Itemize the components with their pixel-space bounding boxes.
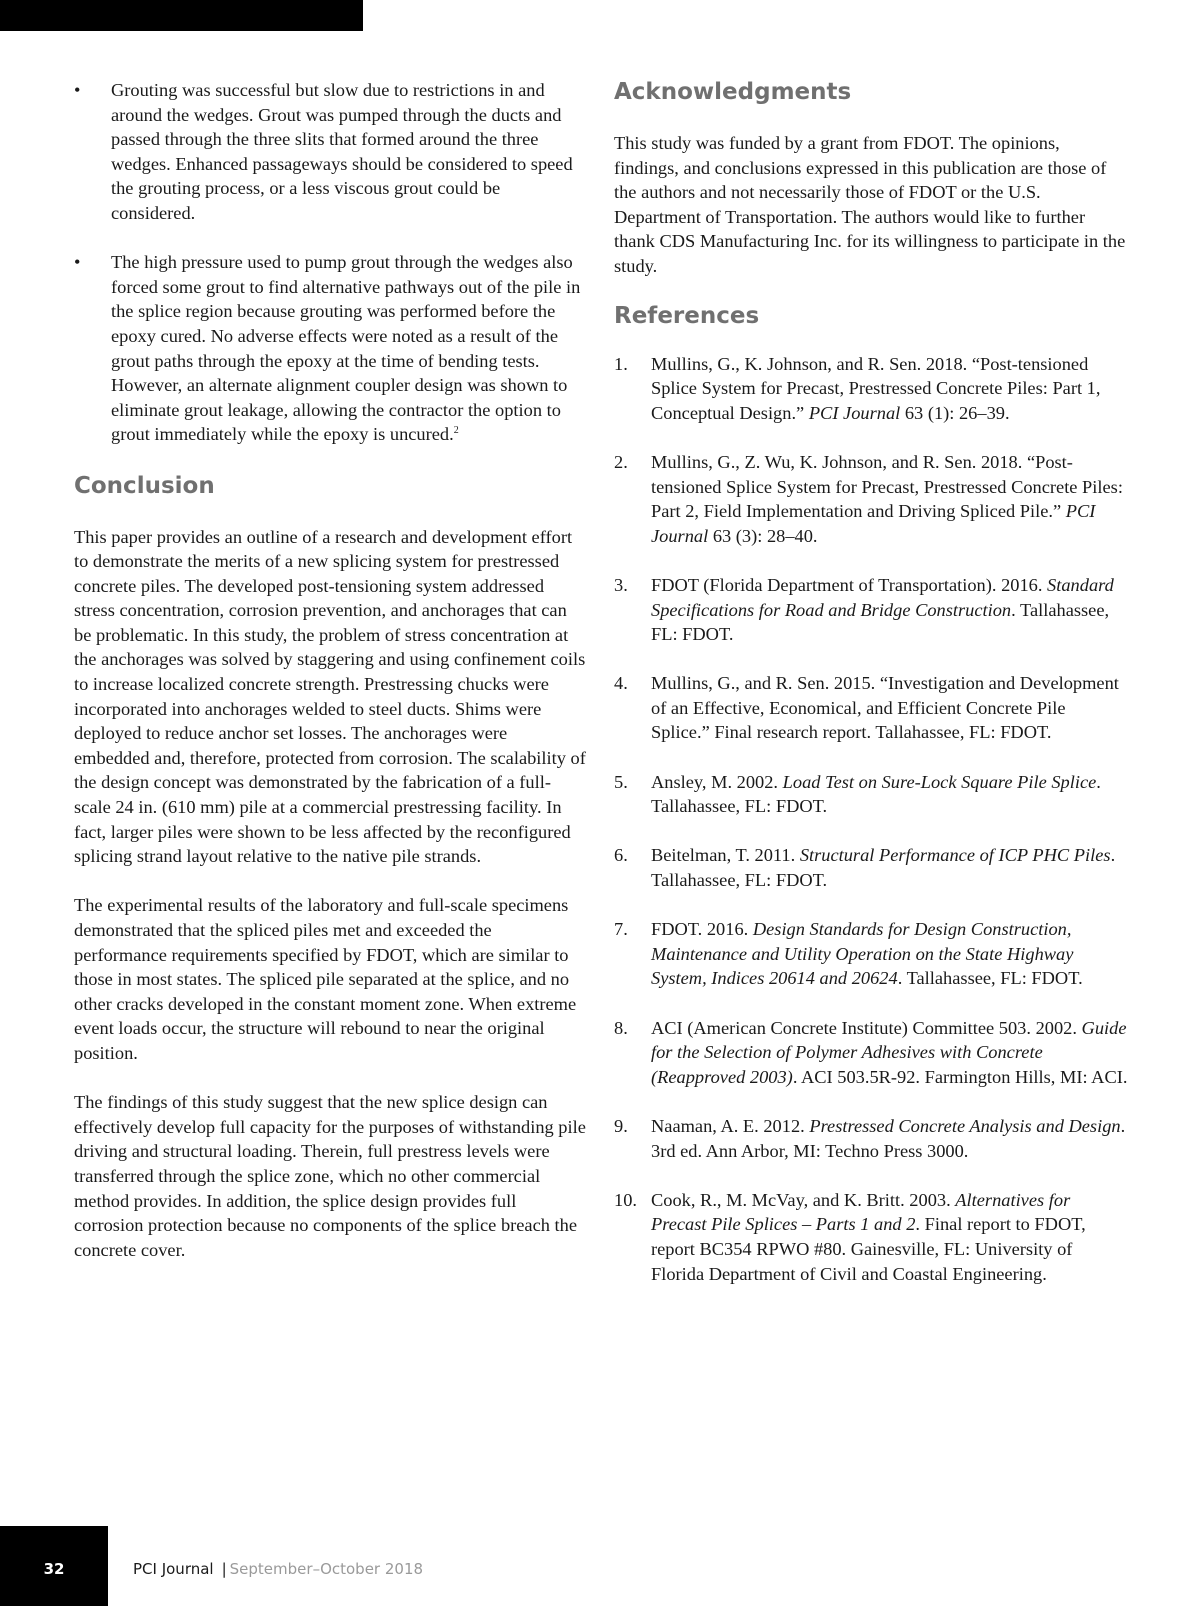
reference-number: 9.: [614, 1115, 628, 1136]
acknowledgments-text: This study was funded by a grant from FDOT. The opinions, findings, and conclusions expressed in this publication are those of the authors and not necessarily those of FDOT or the U.S. Department of Transportation. The authors would like to further thank CDS Manufacturing Inc. for its willingness to participate in the study.: [614, 133, 1126, 276]
reference-title: PCI Journal: [651, 501, 1096, 546]
citation-superscript: 2: [453, 425, 459, 437]
reference-text: Naaman, A. E. 2012.: [651, 1115, 810, 1136]
reference-item: [614, 770, 1128, 819]
reference-item: [614, 843, 1128, 892]
reference-title: Alternatives for Precast Pile Splices – Parts 1 and 2: [651, 1189, 1071, 1235]
reference-title: PCI Journal: [808, 402, 901, 423]
reference-number: 2.: [614, 451, 628, 472]
reference-tail: . ACI 503.5R-92. Farmington Hills, MI: ACI.: [792, 1066, 1128, 1087]
journal-name: PCI Journal: [133, 1560, 214, 1578]
reference-item: [614, 450, 1128, 548]
reference-tail: . 3rd ed. Ann Arbor, MI: Techno Press 3000.: [651, 1115, 1126, 1161]
reference-tail: . Tallahassee, FL: FDOT.: [651, 771, 1101, 817]
left-column: [74, 78, 586, 1287]
bullet-text: Grouting was successful but slow due to restrictions in and around the wedges. Grout was pumped through the ducts and passed through the three slits that formed around the three wedges. Enhanced passageways should be considered to speed the grouting process, or a less viscous grout could be considered.: [111, 80, 573, 223]
footer-separator: |: [221, 1560, 227, 1578]
bullet-list: [74, 78, 586, 447]
reference-text: Cook, R., M. McVay, and K. Britt. 2003.: [651, 1189, 956, 1210]
reference-text: FDOT. 2016.: [651, 919, 753, 940]
reference-title: Load Test on Sure-Lock Square Pile Splice: [782, 771, 1097, 792]
reference-number: 8.: [614, 1017, 628, 1038]
reference-number: 7.: [614, 919, 628, 940]
reference-item: [614, 573, 1128, 647]
reference-tail: . Tallahassee, FL: FDOT.: [651, 845, 1116, 891]
bullet-icon: •: [74, 80, 81, 100]
references-heading: References: [614, 302, 760, 329]
conclusion-paragraph-1: This paper provides an outline of a research and development effort to demonstrate the merits of a new splicing system for prestressed concrete piles. The developed post-tensioning system addressed stress concentration, corrosion prevention, and anchorages that can be problematic. In this study, the problem of stress concentration at the anchorages was solved by staggering and using confinement coils to increase localized concrete strength. Prestressing chucks were incorporated into anchorages welded to steel ducts. Shims were deployed to reduce anchor set losses. The anchorages were embedded and, therefore, protected from corrosion. The scalability of the design concept was demonstrated by the fabrication of a full-scale 24 in. (610 mm) pile at a commercial prestressing facility. In fact, larger piles were shown to be less affected by the reconfigured splicing strand layout relative to the native pile strands.: [74, 526, 586, 867]
reference-title: Standard Specifications for Road and Bridge Construction: [651, 574, 1114, 620]
reference-title: Guide for the Selection of Polymer Adhesives with Concrete (Reapproved 2003): [651, 1017, 1127, 1087]
list-item: [74, 250, 586, 447]
reference-tail: 63 (3): 28–40.: [708, 525, 818, 546]
reference-item: [614, 671, 1128, 745]
reference-item: [614, 1114, 1128, 1163]
footer-journal: [133, 1559, 423, 1579]
reference-text: Ansley, M. 2002.: [651, 771, 783, 792]
reference-text: Mullins, G., K. Johnson, and R. Sen. 2018. “Post-tensioned Splice System for Precast, Prestressed Concrete Piles: Part 1, Conceptual Design.”: [651, 353, 1101, 423]
acknowledgments-heading: Acknowledgments: [614, 79, 852, 105]
reference-tail: . Tallahassee, FL: FDOT.: [897, 968, 1083, 989]
conclusion-paragraph-3: The findings of this study suggest that the new splice design can effectively develop full capacity for the purposes of withstanding pile driving and structural loading. Therein, full prestress levels were transferred through the splice zone, which no other commercial method provides. In addition, the splice design provides full corrosion protection because no components of the splice breach the concrete cover.: [74, 1092, 586, 1260]
reference-tail: . Tallahassee, FL: FDOT.: [651, 599, 1110, 645]
header-bar: [0, 0, 363, 31]
reference-item: [614, 917, 1128, 991]
reference-tail: 63 (1): 26–39.: [900, 402, 1010, 423]
list-item: [74, 78, 586, 226]
references-list: [614, 352, 1128, 1287]
reference-number: 1.: [614, 353, 628, 374]
page-number: 32: [43, 1560, 65, 1578]
reference-title: Design Standards for Design Construction, Maintenance and Utility Operation on the State Highway System, Indices 20614 and 20624: [651, 919, 1074, 989]
reference-text: Mullins, G., Z. Wu, K. Johnson, and R. Sen. 2018. “Post-tensioned Splice System for Precast, Prestressed Concrete Piles: Part 2, Field Implementation and Driving Spliced Pile.”: [651, 451, 1123, 522]
reference-number: 3.: [614, 574, 628, 595]
conclusion-heading: Conclusion: [74, 472, 215, 499]
reference-item: [614, 1188, 1128, 1286]
reference-text: Beitelman, T. 2011.: [651, 845, 800, 866]
reference-item: [614, 352, 1128, 426]
right-column: [614, 78, 1128, 1311]
reference-title: Prestressed Concrete Analysis and Design: [809, 1115, 1121, 1136]
reference-number: 4.: [614, 673, 628, 694]
bullet-icon: •: [74, 252, 81, 273]
reference-tail: . Final report to FDOT, report BC354 RPWO #80. Gainesville, FL: University of Florida Department of Civil and Coastal Engineering.: [651, 1214, 1086, 1284]
reference-text: ACI (American Concrete Institute) Committee 503. 2002.: [651, 1017, 1082, 1038]
reference-number: 6.: [614, 845, 628, 866]
conclusion-paragraph-2: The experimental results of the laboratory and full-scale specimens demonstrated that the spliced piles met and exceeded the performance requirements specified by FDOT, which are similar to those in most states. The spliced pile separated at the splice, and no other cracks developed in the constant moment zone. When extreme event loads occur, the structure will rebound to near the original position.: [74, 895, 577, 1063]
reference-number: 10.: [614, 1189, 637, 1210]
reference-text: FDOT (Florida Department of Transportation). 2016.: [651, 574, 1048, 595]
reference-title: Structural Performance of ICP PHC Piles: [799, 845, 1111, 866]
bullet-text: The high pressure used to pump grout through the wedges also forced some grout to find alternative pathways out of the pile in the splice region because grouting was performed before the epoxy cured. No adverse effects were noted as a result of the grout paths through the epoxy at the time of bending tests. However, an alternate alignment coupler design was shown to eliminate grout leakage, allowing the contractor the option to grout immediately while the epoxy is uncured.: [111, 252, 581, 445]
reference-number: 5.: [614, 771, 628, 792]
issue-date: September–October 2018: [229, 1560, 424, 1578]
reference-text: Mullins, G., and R. Sen. 2015. “Investigation and Development of an Effective, Economical, and Efficient Concrete Pile Splice.” Final research report. Tallahassee, FL: FDOT.: [651, 673, 1119, 743]
reference-item: [614, 1016, 1128, 1090]
